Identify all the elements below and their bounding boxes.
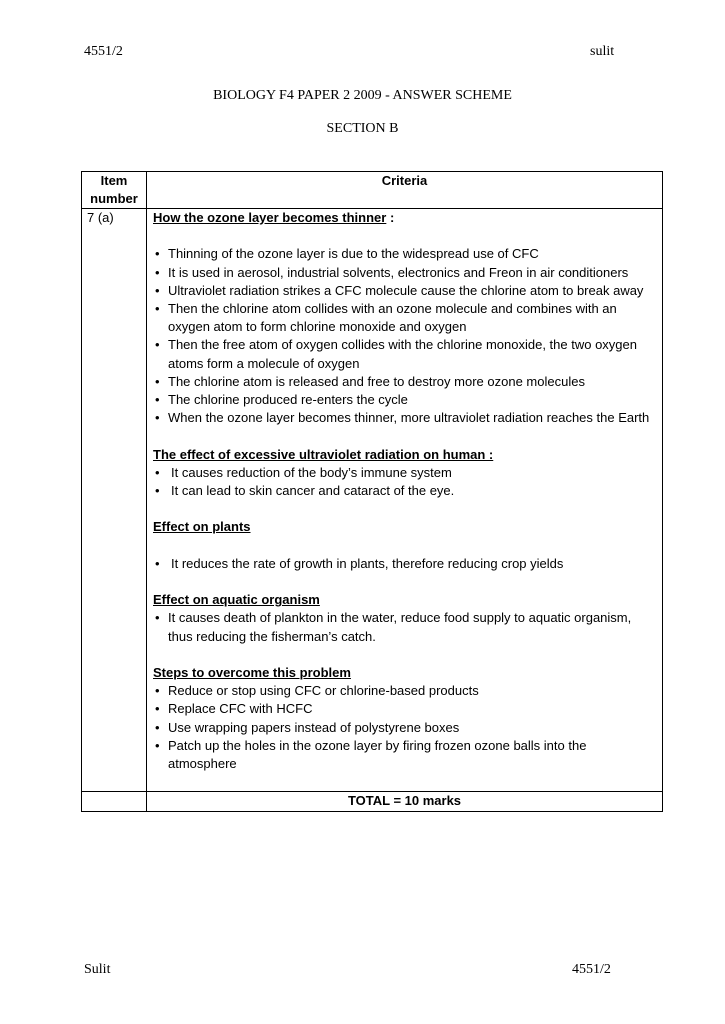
list-item: • Patch up the holes in the ozone layer by firing frozen ozone balls into the atmosphere: [153, 737, 656, 773]
plants-effect-heading: Effect on plants: [153, 519, 251, 535]
list-item: • When the ozone layer becomes thinner, more ultraviolet radiation reaches the Earth: [153, 409, 656, 427]
list-item: • Thinning of the ozone layer is due to the widespread use of CFC: [153, 245, 656, 263]
list-item: • It reduces the rate of growth in plants, therefore reducing crop yields: [153, 555, 656, 573]
steps-list: [153, 682, 656, 773]
plants-effect-list: [153, 555, 656, 573]
aquatic-effect-heading: Effect on aquatic organism: [153, 592, 320, 608]
list-item: • Then the chlorine atom collides with an ozone molecule and combines with an oxygen atom to form chlorine monoxide and oxygen: [153, 300, 656, 336]
list-item: • The chlorine atom is released and free to destroy more ozone molecules: [153, 373, 656, 391]
list-item: • It can lead to skin cancer and cataract of the eye.: [153, 482, 656, 500]
total-empty-cell: [82, 792, 147, 811]
answer-table: [81, 171, 663, 812]
ozone-list: [153, 245, 656, 427]
total-row: [82, 792, 662, 811]
section-title: SECTION B: [326, 121, 399, 136]
list-item: • It causes death of plankton in the water, reduce food supply to aquatic organism, thus reducing the fisherman’s catch.: [153, 609, 656, 645]
ozone-heading: [153, 209, 656, 227]
footer-classification: Sulit: [84, 962, 111, 977]
total-marks: TOTAL = 10 marks: [347, 793, 462, 809]
criteria-cell: [147, 209, 662, 791]
human-effect-list: [153, 464, 656, 500]
list-item: • It is used in aerosol, industrial solvents, electronics and Freon in air conditioners: [153, 264, 656, 282]
list-item: • Then the free atom of oxygen collides with the chlorine monoxide, the two oxygen atoms form a molecule of oxygen: [153, 336, 656, 372]
table-row: [82, 209, 662, 792]
ozone-heading-text: How the ozone layer becomes thinner: [153, 210, 387, 225]
list-item: • The chlorine produced re-enters the cycle: [153, 391, 656, 409]
column-header-criteria: Criteria: [381, 173, 428, 188]
column-header-item-number: Item number: [82, 172, 147, 208]
list-item: • Ultraviolet radiation strikes a CFC molecule cause the chlorine atom to break away: [153, 282, 656, 300]
list-item: • It causes reduction of the body’s immune system: [153, 464, 656, 482]
steps-heading: Steps to overcome this problem: [153, 664, 351, 680]
header-classification: sulit: [590, 44, 615, 59]
item-number-cell: 7 (a): [82, 209, 147, 791]
header-paper-code: 4551/2: [84, 44, 123, 59]
table-header-row: [82, 172, 662, 209]
ozone-heading-suffix: :: [386, 210, 395, 225]
page-title: BIOLOGY F4 PAPER 2 2009 - ANSWER SCHEME: [213, 88, 512, 103]
footer-paper-code: 4551/2: [572, 962, 611, 977]
aquatic-effect-list: [153, 609, 656, 645]
human-effect-heading: The effect of excessive ultraviolet radiation on human :: [153, 446, 494, 462]
list-item: • Reduce or stop using CFC or chlorine-based products: [153, 682, 656, 700]
list-item: • Use wrapping papers instead of polystyrene boxes: [153, 719, 656, 737]
list-item: • Replace CFC with HCFC: [153, 700, 656, 718]
